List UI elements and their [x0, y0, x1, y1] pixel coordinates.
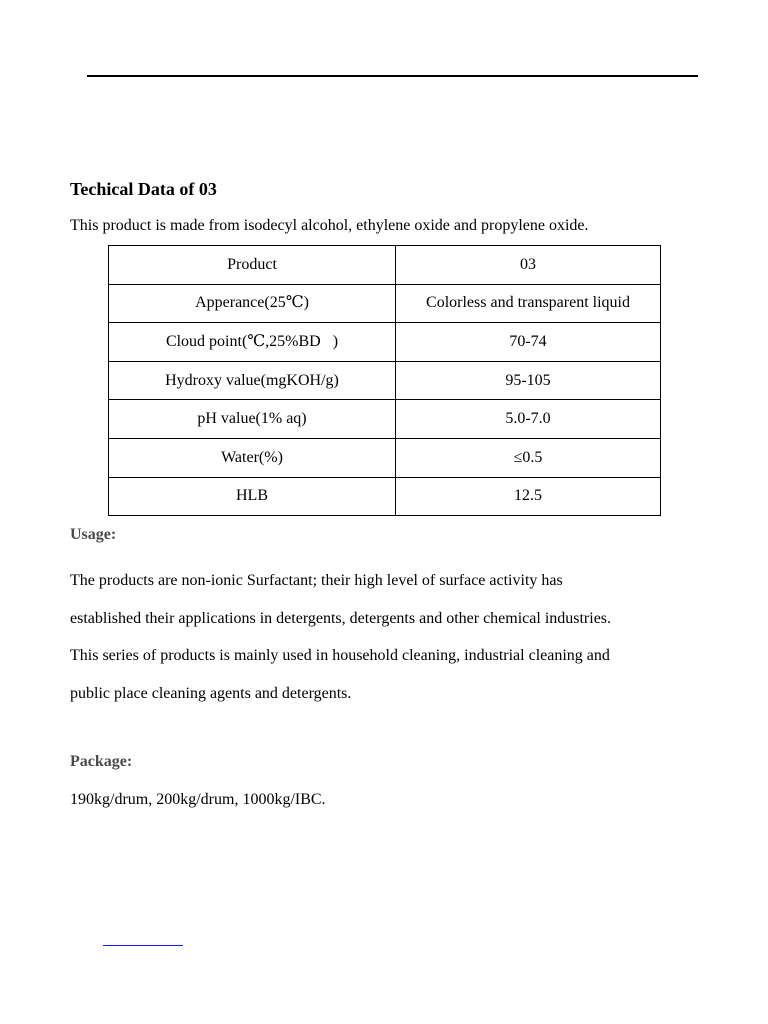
- value-cell: 95-105: [396, 361, 661, 400]
- usage-line: This series of products is mainly used in household cleaning, industrial cleaning and: [70, 647, 610, 665]
- usage-line: established their applications in detergents, detergents and other chemical industries.: [70, 609, 612, 627]
- package-heading: Package:: [70, 753, 133, 770]
- package-text: 190kg/drum, 200kg/drum, 1000kg/IBC.: [70, 791, 326, 808]
- property-cell: pH value(1% aq): [109, 400, 396, 439]
- value-cell: 12.5: [396, 477, 661, 516]
- property-cell: Water(%): [109, 438, 396, 477]
- footer-link[interactable]: [103, 945, 183, 946]
- property-cell: HLB: [109, 477, 396, 516]
- value-cell: Colorless and transparent liquid: [396, 284, 661, 323]
- intro-paragraph: This product is made from isodecyl alcohol, ethylene oxide and propylene oxide.: [70, 217, 589, 234]
- document-title: Techical Data of 03: [70, 179, 217, 199]
- usage-paragraph: [70, 562, 710, 713]
- technical-data-table: [108, 245, 661, 516]
- usage-line: The products are non-ionic Surfactant; their high level of surface activity has: [70, 572, 563, 589]
- table-row: [109, 400, 661, 439]
- value-cell: 70-74: [396, 323, 661, 362]
- usage-line: public place cleaning agents and detergents.: [70, 685, 352, 703]
- header-rule: [87, 75, 698, 77]
- property-cell: Hydroxy value(mgKOH/g): [109, 361, 396, 400]
- table-row: [109, 438, 661, 477]
- value-cell: 5.0-7.0: [396, 400, 661, 439]
- table-row: [109, 284, 661, 323]
- table-row: [109, 323, 661, 362]
- table-row: [109, 246, 661, 285]
- value-cell: 03: [396, 246, 661, 285]
- value-cell: ≤0.5: [396, 438, 661, 477]
- usage-heading: Usage:: [70, 526, 117, 543]
- table-row: [109, 361, 661, 400]
- property-cell: Product: [109, 246, 396, 285]
- table-row: [109, 477, 661, 516]
- property-cell: Apperance(25℃): [109, 284, 396, 323]
- property-cell: Cloud point(℃,25%BD ): [109, 323, 396, 362]
